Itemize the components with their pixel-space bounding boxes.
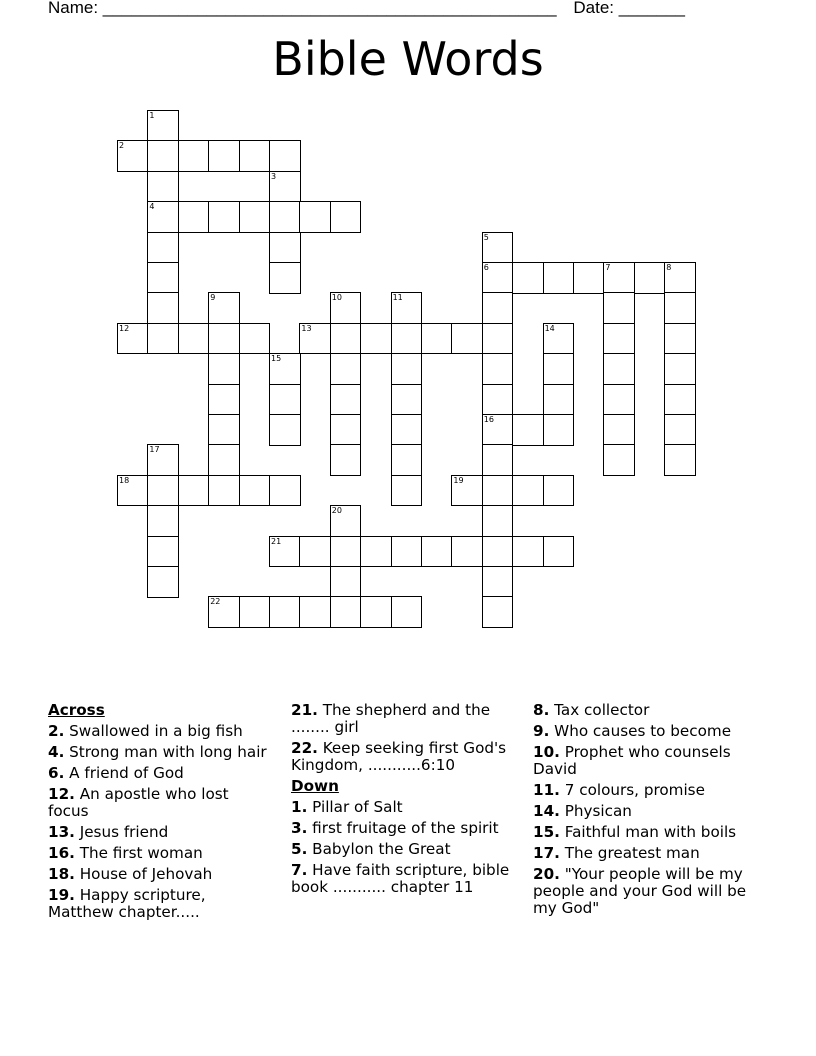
clue-down-11 bbox=[533, 782, 773, 799]
grid-cell[interactable] bbox=[482, 323, 514, 355]
grid-cell[interactable] bbox=[573, 262, 605, 294]
grid-cell[interactable] bbox=[208, 353, 240, 385]
grid-cell[interactable] bbox=[391, 536, 423, 568]
clue-text: Happy scripture, Matthew chapter..... bbox=[48, 886, 206, 921]
clue-number: 11. bbox=[533, 781, 560, 799]
clue-text: Keep seeking first God's Kingdom, ...........6:10 bbox=[291, 739, 507, 774]
cell-number: 20 bbox=[331, 506, 342, 516]
cell-number: 8 bbox=[666, 263, 672, 272]
clue-number: 14. bbox=[533, 802, 560, 820]
clue-text: "Your people will be my people and your God will be my God" bbox=[533, 865, 747, 917]
name-field[interactable]: Name: ________________________________________________ bbox=[48, 0, 557, 17]
grid-cell[interactable] bbox=[330, 536, 362, 568]
grid-cell[interactable] bbox=[147, 566, 179, 598]
grid-cell[interactable] bbox=[603, 414, 635, 446]
clue-text: Strong man with long hair bbox=[69, 743, 267, 761]
grid-cell[interactable] bbox=[178, 323, 210, 355]
clue-across-22 bbox=[291, 740, 521, 774]
clue-text: Pillar of Salt bbox=[312, 798, 403, 816]
date-field[interactable]: Date: _______ bbox=[573, 0, 685, 17]
cell-number: 4 bbox=[149, 202, 155, 212]
grid-cell[interactable] bbox=[451, 475, 483, 507]
grid-cell[interactable] bbox=[208, 444, 240, 476]
grid-cell[interactable] bbox=[391, 475, 423, 507]
grid-cell[interactable] bbox=[603, 262, 635, 294]
clues-column-1 bbox=[48, 702, 270, 925]
grid-cell[interactable] bbox=[360, 323, 392, 355]
grid-cell[interactable] bbox=[482, 505, 514, 537]
grid-cell[interactable] bbox=[208, 201, 240, 233]
across-heading: Across bbox=[48, 701, 105, 719]
grid-cell[interactable] bbox=[543, 475, 575, 507]
clue-across-16 bbox=[48, 845, 270, 862]
clue-text: Faithful man with boils bbox=[564, 823, 737, 841]
clue-across-12 bbox=[48, 786, 270, 820]
grid-cell[interactable] bbox=[299, 596, 331, 628]
grid-cell[interactable] bbox=[543, 536, 575, 568]
grid-cell[interactable] bbox=[391, 414, 423, 446]
clue-number: 17. bbox=[533, 844, 560, 862]
clue-down-20 bbox=[533, 866, 773, 917]
grid-cell[interactable] bbox=[603, 323, 635, 355]
cell-number: 6 bbox=[483, 263, 489, 272]
grid-cell[interactable] bbox=[330, 444, 362, 476]
grid-cell[interactable] bbox=[330, 201, 362, 233]
clue-number: 16. bbox=[48, 844, 75, 862]
grid-cell[interactable] bbox=[451, 323, 483, 355]
grid-cell[interactable] bbox=[664, 414, 696, 446]
grid-cell[interactable] bbox=[330, 596, 362, 628]
clue-text: Prophet who counsels David bbox=[533, 743, 731, 778]
clue-number: 22. bbox=[291, 739, 318, 757]
grid-cell[interactable] bbox=[147, 262, 179, 294]
grid-cell[interactable] bbox=[330, 566, 362, 598]
grid-cell[interactable] bbox=[147, 201, 179, 233]
grid-cell[interactable] bbox=[299, 323, 331, 355]
grid-cell[interactable] bbox=[482, 262, 514, 294]
grid-cell[interactable] bbox=[543, 353, 575, 385]
grid-cell[interactable] bbox=[391, 292, 423, 324]
clue-number: 1. bbox=[291, 798, 308, 816]
clue-across-2 bbox=[48, 723, 270, 740]
cell-number: 11 bbox=[392, 293, 403, 303]
clue-down-7 bbox=[291, 862, 521, 896]
grid-cell[interactable] bbox=[664, 323, 696, 355]
grid-cell[interactable] bbox=[360, 596, 392, 628]
grid-cell[interactable] bbox=[543, 384, 575, 416]
grid-cell[interactable] bbox=[330, 505, 362, 537]
clue-down-14 bbox=[533, 803, 773, 820]
clue-number: 8. bbox=[533, 701, 550, 719]
grid-cell[interactable] bbox=[512, 262, 544, 294]
grid-cell[interactable] bbox=[147, 505, 179, 537]
cell-number: 5 bbox=[483, 232, 489, 242]
clue-text: Physican bbox=[564, 802, 632, 820]
grid-cell[interactable] bbox=[269, 201, 301, 233]
down-heading: Down bbox=[291, 777, 339, 795]
grid-cell[interactable] bbox=[482, 414, 514, 446]
grid-cell[interactable] bbox=[208, 475, 240, 507]
cell-number: 15 bbox=[271, 354, 282, 364]
grid-cell[interactable] bbox=[208, 292, 240, 324]
cell-number: 10 bbox=[331, 293, 342, 303]
clue-text: Babylon the Great bbox=[312, 840, 451, 858]
clue-text: first fruitage of the spirit bbox=[312, 819, 499, 837]
clue-down-15 bbox=[533, 824, 773, 841]
grid-cell[interactable] bbox=[178, 201, 210, 233]
grid-cell[interactable] bbox=[451, 536, 483, 568]
grid-cell[interactable] bbox=[299, 201, 331, 233]
cell-number: 19 bbox=[453, 475, 464, 485]
grid-cell[interactable] bbox=[117, 140, 149, 172]
clue-down-8 bbox=[533, 702, 773, 719]
clue-down-10 bbox=[533, 744, 773, 778]
grid-cell[interactable] bbox=[269, 414, 301, 446]
grid-cell[interactable] bbox=[239, 140, 271, 172]
clue-number: 9. bbox=[533, 722, 550, 740]
grid-cell[interactable] bbox=[603, 384, 635, 416]
clue-across-4 bbox=[48, 744, 270, 761]
grid-cell[interactable] bbox=[117, 475, 149, 507]
clue-text: Jesus friend bbox=[79, 823, 169, 841]
grid-cell[interactable] bbox=[269, 232, 301, 264]
grid-cell[interactable] bbox=[239, 201, 271, 233]
clue-number: 18. bbox=[48, 865, 75, 883]
grid-cell[interactable] bbox=[178, 475, 210, 507]
clue-number: 3. bbox=[291, 819, 308, 837]
cell-number: 18 bbox=[119, 475, 130, 485]
grid-cell[interactable] bbox=[147, 323, 179, 355]
grid-cell[interactable] bbox=[603, 292, 635, 324]
grid-cell[interactable] bbox=[239, 596, 271, 628]
grid-cell[interactable] bbox=[543, 262, 575, 294]
clue-down-5 bbox=[291, 841, 521, 858]
clue-across-6 bbox=[48, 765, 270, 782]
grid-cell[interactable] bbox=[330, 414, 362, 446]
clue-text: The greatest man bbox=[564, 844, 700, 862]
grid-cell[interactable] bbox=[147, 536, 179, 568]
clue-number: 13. bbox=[48, 823, 75, 841]
grid-cell[interactable] bbox=[482, 444, 514, 476]
clue-text: 7 colours, promise bbox=[564, 781, 705, 799]
grid-cell[interactable] bbox=[603, 444, 635, 476]
clue-number: 2. bbox=[48, 722, 65, 740]
page-title: Bible Words bbox=[272, 32, 544, 86]
grid-cell[interactable] bbox=[330, 384, 362, 416]
grid-cell[interactable] bbox=[512, 536, 544, 568]
grid-cell[interactable] bbox=[603, 353, 635, 385]
grid-cell[interactable] bbox=[360, 536, 392, 568]
clue-number: 4. bbox=[48, 743, 65, 761]
grid-cell[interactable] bbox=[634, 262, 666, 294]
clue-down-9 bbox=[533, 723, 773, 740]
clue-down-1 bbox=[291, 799, 521, 816]
grid-cell[interactable] bbox=[269, 171, 301, 203]
clue-number: 10. bbox=[533, 743, 560, 761]
clue-text: House of Jehovah bbox=[79, 865, 213, 883]
clue-text: Tax collector bbox=[554, 701, 650, 719]
cell-number: 2 bbox=[119, 141, 125, 151]
grid-cell[interactable] bbox=[512, 475, 544, 507]
clue-number: 5. bbox=[291, 840, 308, 858]
grid-cell[interactable] bbox=[482, 292, 514, 324]
grid-cell[interactable] bbox=[239, 475, 271, 507]
grid-cell[interactable] bbox=[208, 323, 240, 355]
cell-number: 21 bbox=[271, 536, 282, 546]
clue-across-18 bbox=[48, 866, 270, 883]
grid-cell[interactable] bbox=[482, 596, 514, 628]
grid-cell[interactable] bbox=[299, 536, 331, 568]
grid-cell[interactable] bbox=[391, 323, 423, 355]
cell-number: 9 bbox=[210, 293, 216, 303]
grid-cell[interactable] bbox=[208, 596, 240, 628]
clue-number: 6. bbox=[48, 764, 65, 782]
clue-text: The shepherd and the ........ girl bbox=[291, 701, 491, 736]
grid-cell[interactable] bbox=[147, 140, 179, 172]
grid-cell[interactable] bbox=[664, 353, 696, 385]
grid-cell[interactable] bbox=[269, 262, 301, 294]
clue-text: Swallowed in a big fish bbox=[69, 722, 243, 740]
clue-number: 21. bbox=[291, 701, 318, 719]
grid-cell[interactable] bbox=[482, 536, 514, 568]
grid-cell[interactable] bbox=[147, 171, 179, 203]
clue-number: 12. bbox=[48, 785, 75, 803]
grid-cell[interactable] bbox=[391, 353, 423, 385]
clue-text: Have faith scripture, bible book ........... chapter 11 bbox=[291, 861, 510, 896]
grid-cell[interactable] bbox=[482, 475, 514, 507]
grid-cell[interactable] bbox=[117, 323, 149, 355]
clue-across-13 bbox=[48, 824, 270, 841]
clue-down-17 bbox=[533, 845, 773, 862]
grid-cell[interactable] bbox=[208, 384, 240, 416]
grid-cell[interactable] bbox=[330, 292, 362, 324]
grid-cell[interactable] bbox=[664, 384, 696, 416]
cell-number: 3 bbox=[271, 171, 277, 181]
clue-number: 20. bbox=[533, 865, 560, 883]
grid-cell[interactable] bbox=[208, 140, 240, 172]
cell-number: 22 bbox=[210, 597, 221, 607]
grid-cell[interactable] bbox=[482, 566, 514, 598]
grid-cell[interactable] bbox=[269, 384, 301, 416]
grid-cell[interactable] bbox=[208, 414, 240, 446]
grid-cell[interactable] bbox=[269, 536, 301, 568]
grid-cell[interactable] bbox=[330, 323, 362, 355]
cell-number: 14 bbox=[544, 323, 555, 333]
grid-cell[interactable] bbox=[512, 414, 544, 446]
grid-cell[interactable] bbox=[421, 536, 453, 568]
clue-text: Who causes to become bbox=[554, 722, 732, 740]
grid-cell[interactable] bbox=[391, 384, 423, 416]
clues-column-3 bbox=[533, 702, 773, 921]
grid-cell[interactable] bbox=[482, 384, 514, 416]
grid-cell[interactable] bbox=[147, 232, 179, 264]
grid-cell[interactable] bbox=[239, 323, 271, 355]
grid-cell[interactable] bbox=[147, 475, 179, 507]
grid-cell[interactable] bbox=[421, 323, 453, 355]
clue-across-19 bbox=[48, 887, 270, 921]
grid-cell[interactable] bbox=[482, 353, 514, 385]
grid-cell[interactable] bbox=[147, 292, 179, 324]
cell-number: 16 bbox=[483, 415, 494, 424]
grid-cell[interactable] bbox=[482, 232, 514, 264]
grid-cell[interactable] bbox=[178, 140, 210, 172]
grid-cell[interactable] bbox=[269, 140, 301, 172]
clues-column-2 bbox=[291, 702, 521, 900]
clue-number: 19. bbox=[48, 886, 75, 904]
grid-cell[interactable] bbox=[147, 110, 179, 142]
grid-cell[interactable] bbox=[664, 444, 696, 476]
clue-number: 15. bbox=[533, 823, 560, 841]
grid-cell[interactable] bbox=[269, 353, 301, 385]
cell-number: 1 bbox=[149, 111, 155, 120]
grid-cell[interactable] bbox=[147, 444, 179, 476]
clue-across-21 bbox=[291, 702, 521, 736]
grid-cell[interactable] bbox=[269, 475, 301, 507]
clue-text: The first woman bbox=[79, 844, 203, 862]
cell-number: 7 bbox=[605, 263, 611, 272]
grid-cell[interactable] bbox=[664, 262, 696, 294]
cell-number: 17 bbox=[149, 445, 160, 455]
clue-text: A friend of God bbox=[69, 764, 184, 782]
grid-cell[interactable] bbox=[391, 596, 423, 628]
grid-cell[interactable] bbox=[330, 353, 362, 385]
grid-cell[interactable] bbox=[664, 292, 696, 324]
grid-cell[interactable] bbox=[391, 444, 423, 476]
grid-cell[interactable] bbox=[543, 414, 575, 446]
clue-text: An apostle who lost focus bbox=[48, 785, 229, 820]
grid-cell[interactable] bbox=[269, 596, 301, 628]
cell-number: 13 bbox=[301, 323, 312, 333]
clue-number: 7. bbox=[291, 861, 308, 879]
clue-down-3 bbox=[291, 820, 521, 837]
cell-number: 12 bbox=[119, 323, 130, 333]
grid-cell[interactable] bbox=[543, 323, 575, 355]
